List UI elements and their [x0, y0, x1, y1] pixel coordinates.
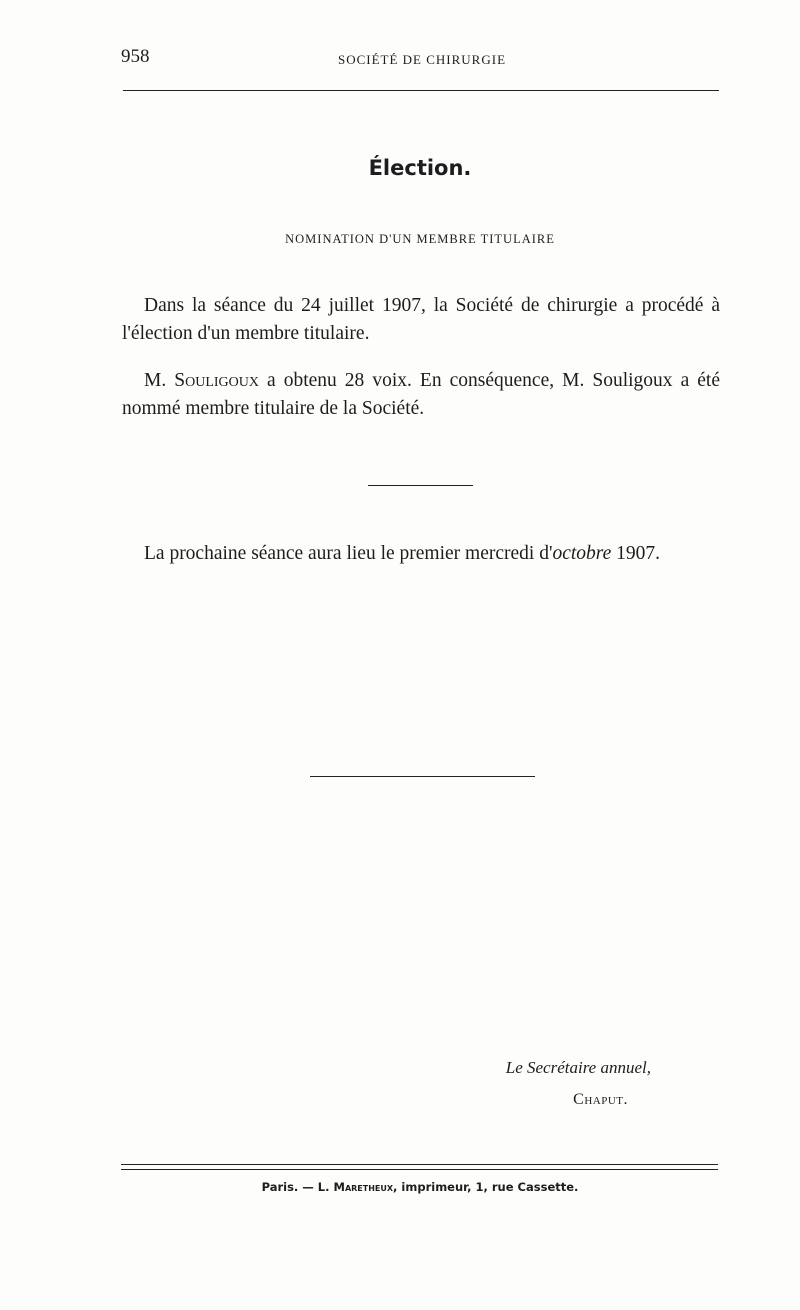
- signature-name: Chaput.: [573, 1091, 628, 1108]
- imprint-start: Paris. — L.: [261, 1180, 334, 1194]
- header-rule: [123, 90, 719, 91]
- running-head: SOCIÉTÉ DE CHIRURGIE: [337, 52, 507, 67]
- paragraph-result: [122, 367, 720, 423]
- imprint-printer: Maretheux: [333, 1180, 394, 1194]
- imprint-end: , imprimeur, 1, rue Cassette.: [393, 1180, 579, 1194]
- next-session-text: La prochaine séance aura lieu le premier mercredi d': [144, 543, 553, 564]
- section-title: Élection.: [368, 156, 472, 180]
- section-divider: [368, 485, 473, 486]
- end-divider: [310, 776, 535, 777]
- printer-imprint: [0, 1180, 800, 1194]
- paragraph-election: Dans la séance du 24 juillet 1907, la Société de chirurgie a procédé à l'élection d'un membre titulaire.: [122, 295, 720, 344]
- page-number: 958: [121, 46, 150, 67]
- footer-rule-top: [121, 1164, 718, 1165]
- next-session-month: octobre: [552, 543, 612, 564]
- signature-title: Le Secrétaire annuel,: [505, 1058, 651, 1077]
- section-subtitle: NOMINATION D'UN MEMBRE TITULAIRE: [285, 232, 555, 246]
- member-name: Souligoux: [174, 370, 259, 391]
- paragraph-result-prefix: M.: [144, 370, 175, 391]
- next-session-year: 1907.: [611, 543, 661, 564]
- paragraph-next-session: [122, 540, 720, 568]
- footer-rule-bottom: [121, 1169, 718, 1170]
- paragraph-result-rest: a obtenu 28 voix. En conséquence, M. Souligoux a été nommé membre titulaire de la Société.: [122, 370, 720, 419]
